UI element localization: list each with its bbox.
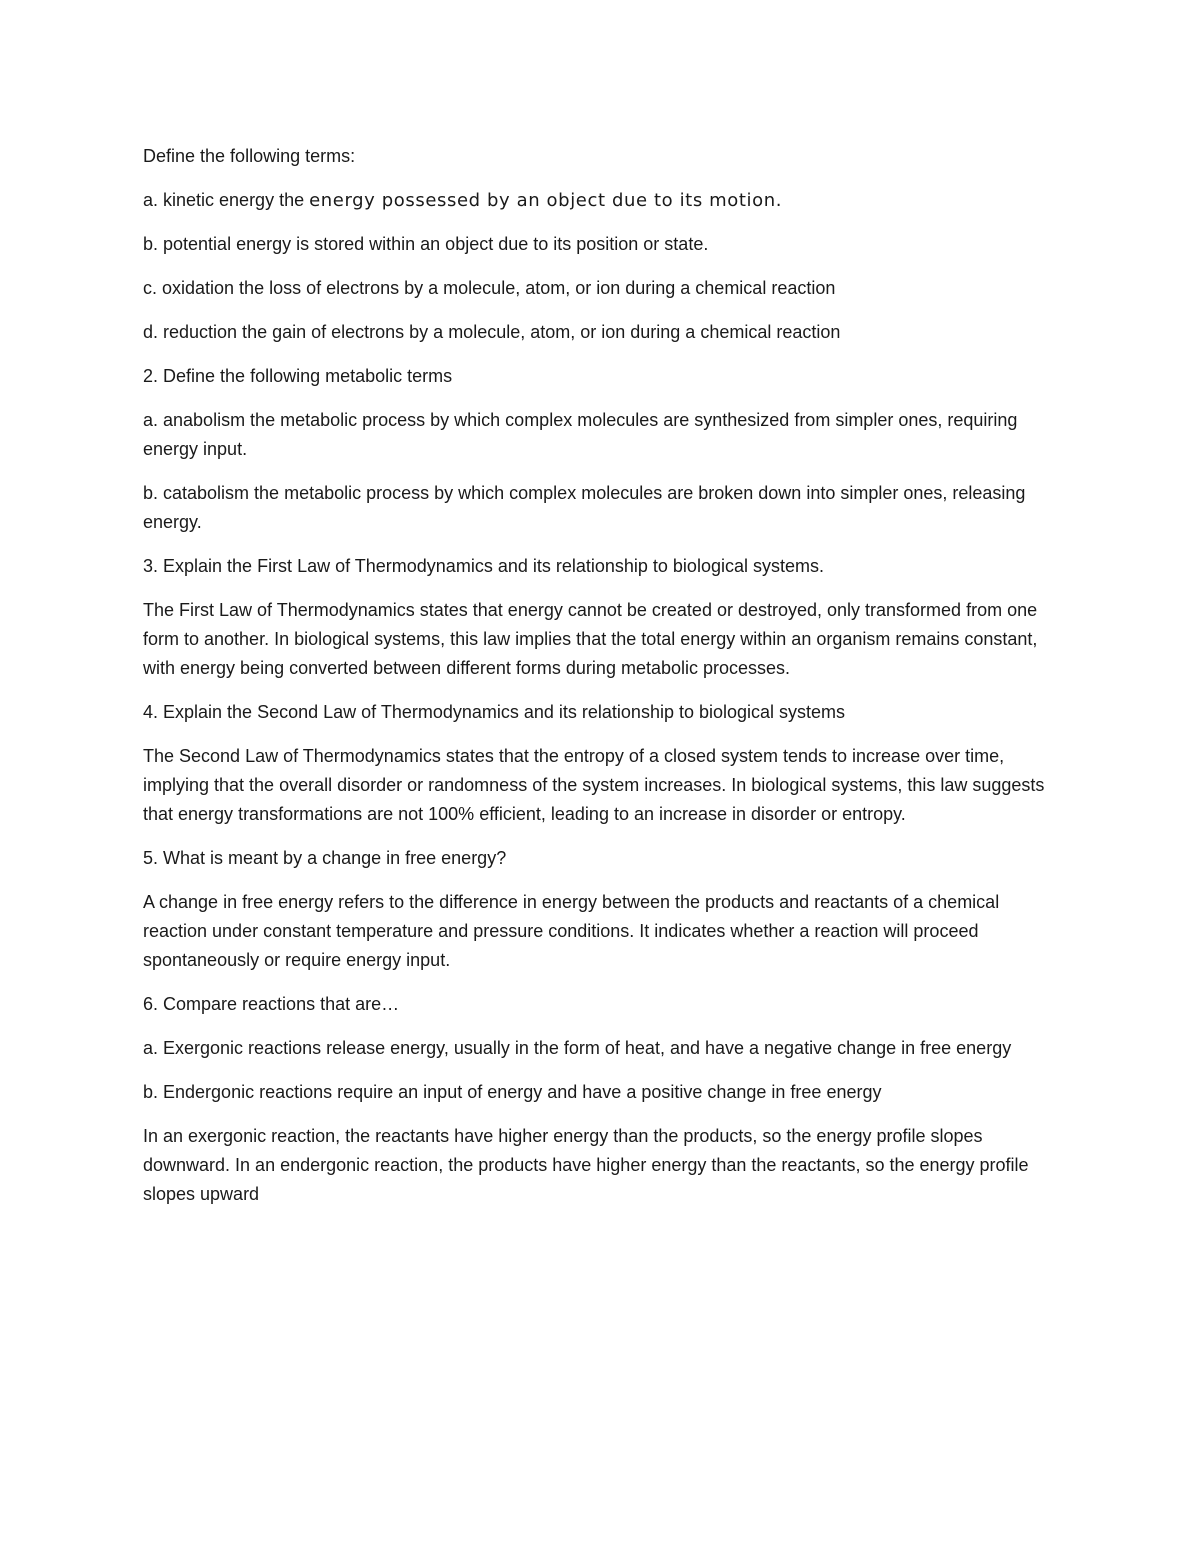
answer-6: In an exergonic reaction, the reactants have higher energy than the products, so the energy profile slopes downward. In an endergonic reaction, the products have higher energy than the reactants, so the energy profile slopes upward — [143, 1126, 1029, 1204]
answer-4: The Second Law of Thermodynamics states that the entropy of a closed system tends to increase over time, implying that the overall disorder or randomness of the system increases. In biological systems, this law suggests that energy transformations are not 100% efficient, leading to an increase in disorder or entropy. — [143, 746, 1045, 824]
kinetic-energy-answer: energy possessed by an object due to its motion. — [309, 190, 783, 211]
question-5: 5. What is meant by a change in free energy? — [143, 848, 507, 868]
question-3: 3. Explain the First Law of Thermodynamics and its relationship to biological systems. — [143, 556, 824, 576]
kinetic-energy-prefix: a. kinetic energy the — [143, 190, 310, 210]
question-4: 4. Explain the Second Law of Thermodynamics and its relationship to biological systems — [143, 702, 846, 722]
item-potential-energy: b. potential energy is stored within an object due to its position or state. — [143, 234, 709, 254]
item-endergonic: b. Endergonic reactions require an input of energy and have a positive change in free energy — [143, 1082, 882, 1102]
item-reduction: d. reduction the gain of electrons by a molecule, atom, or ion during a chemical reaction — [143, 322, 841, 342]
question-6: 6. Compare reactions that are… — [143, 994, 400, 1014]
heading-define-terms: Define the following terms: — [143, 146, 356, 166]
item-anabolism: a. anabolism the metabolic process by which complex molecules are synthesized from simpler ones, requiring energy input. — [143, 410, 1018, 459]
question-2: 2. Define the following metabolic terms — [143, 366, 453, 386]
answer-3: The First Law of Thermodynamics states that energy cannot be created or destroyed, only transformed from one form to another. In biological systems, this law implies that the total energy within an organism remains constant, with energy being converted between different forms during metabolic processes. — [143, 600, 1038, 678]
item-kinetic-energy — [143, 186, 1063, 215]
item-exergonic: a. Exergonic reactions release energy, usually in the form of heat, and have a negative change in free energy — [143, 1038, 1012, 1058]
answer-5: A change in free energy refers to the difference in energy between the products and reactants of a chemical reaction under constant temperature and pressure conditions. It indicates whether a reaction will proceed spontaneously or require energy input. — [143, 892, 1000, 970]
document-page — [143, 142, 1063, 1224]
item-catabolism: b. catabolism the metabolic process by which complex molecules are broken down into simpler ones, releasing energy. — [143, 483, 1026, 532]
item-oxidation: c. oxidation the loss of electrons by a molecule, atom, or ion during a chemical reaction — [143, 278, 836, 298]
